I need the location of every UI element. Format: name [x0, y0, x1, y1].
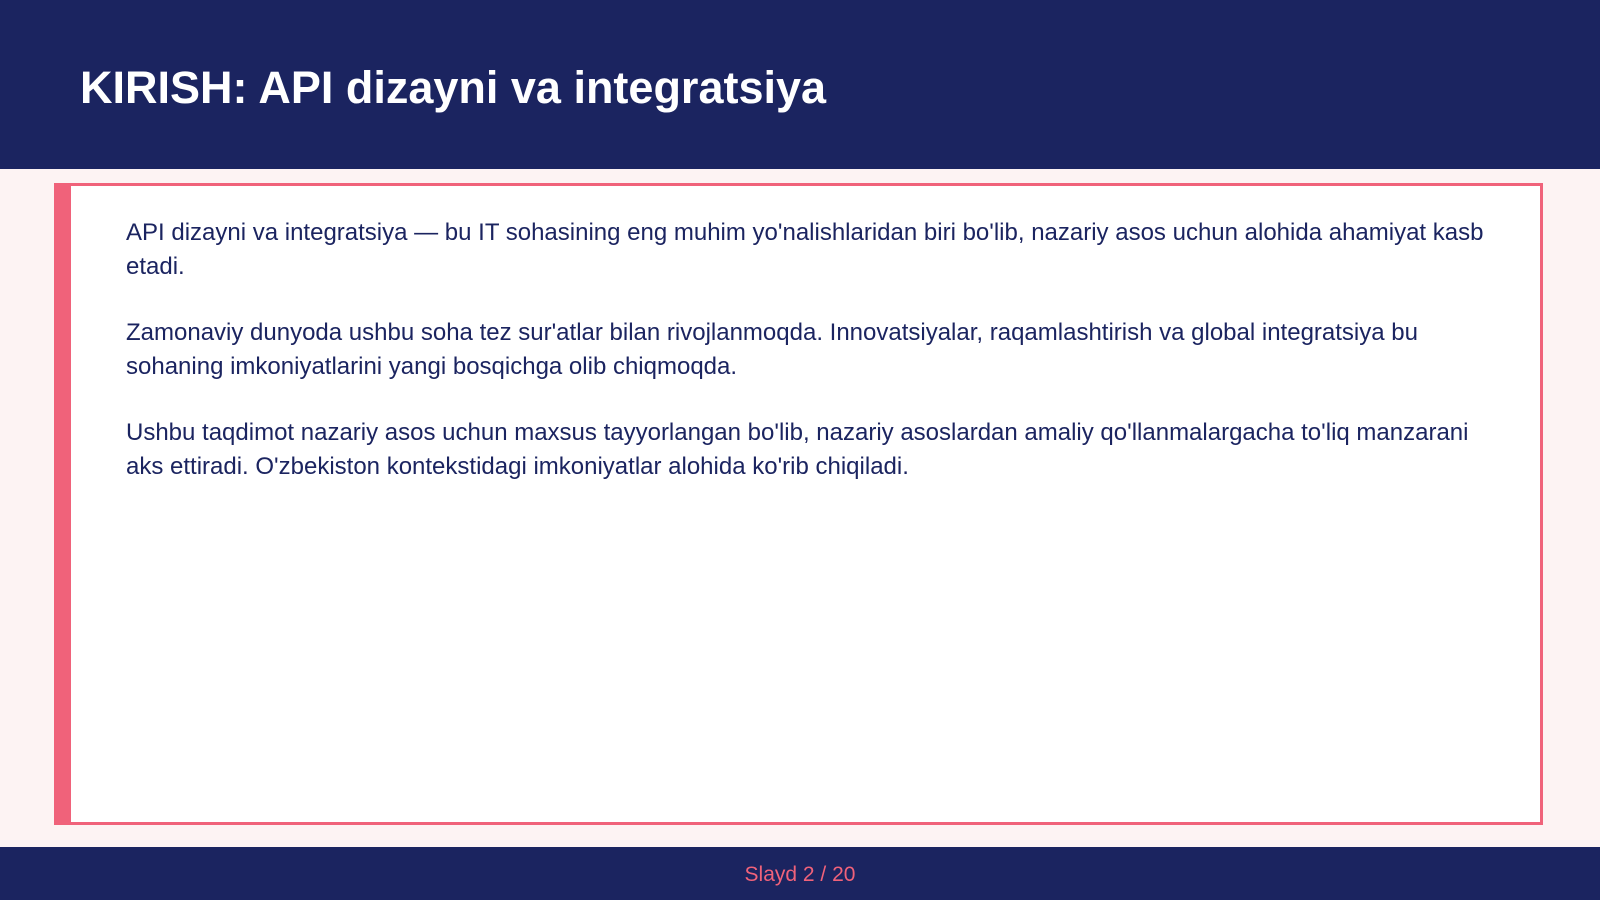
slide-header	[0, 0, 1600, 169]
body-paragraph-3: Ushbu taqdimot nazariy asos uchun maxsus tayyorlangan bo'lib, nazariy asoslardan amaliy qo'llanmalargacha to'liq manzarani aks ettiradi. O'zbekiston kontekstidagi imkoniyatlar alohida ko'rib chiqiladi.	[126, 419, 1469, 480]
body-paragraph-1: API dizayni va integratsiya — bu IT sohasining eng muhim yo'nalishlaridan biri bo'lib, nazariy asos uchun alohida ahamiyat kasb etadi.	[126, 219, 1484, 280]
content-panel	[54, 183, 1543, 825]
slide-footer	[0, 847, 1600, 900]
slide-body	[126, 216, 1502, 516]
slide-title: KIRISH: API dizayni va integratsiya	[80, 62, 827, 113]
body-paragraph-2: Zamonaviy dunyoda ushbu soha tez sur'atlar bilan rivojlanmoqda. Innovatsiyalar, raqamlashtirish va global integratsiya bu sohaning imkoniyatlarini yangi bosqichga olib chiqmoqda.	[126, 319, 1418, 380]
slide-counter: Slayd 2 / 20	[744, 863, 856, 886]
